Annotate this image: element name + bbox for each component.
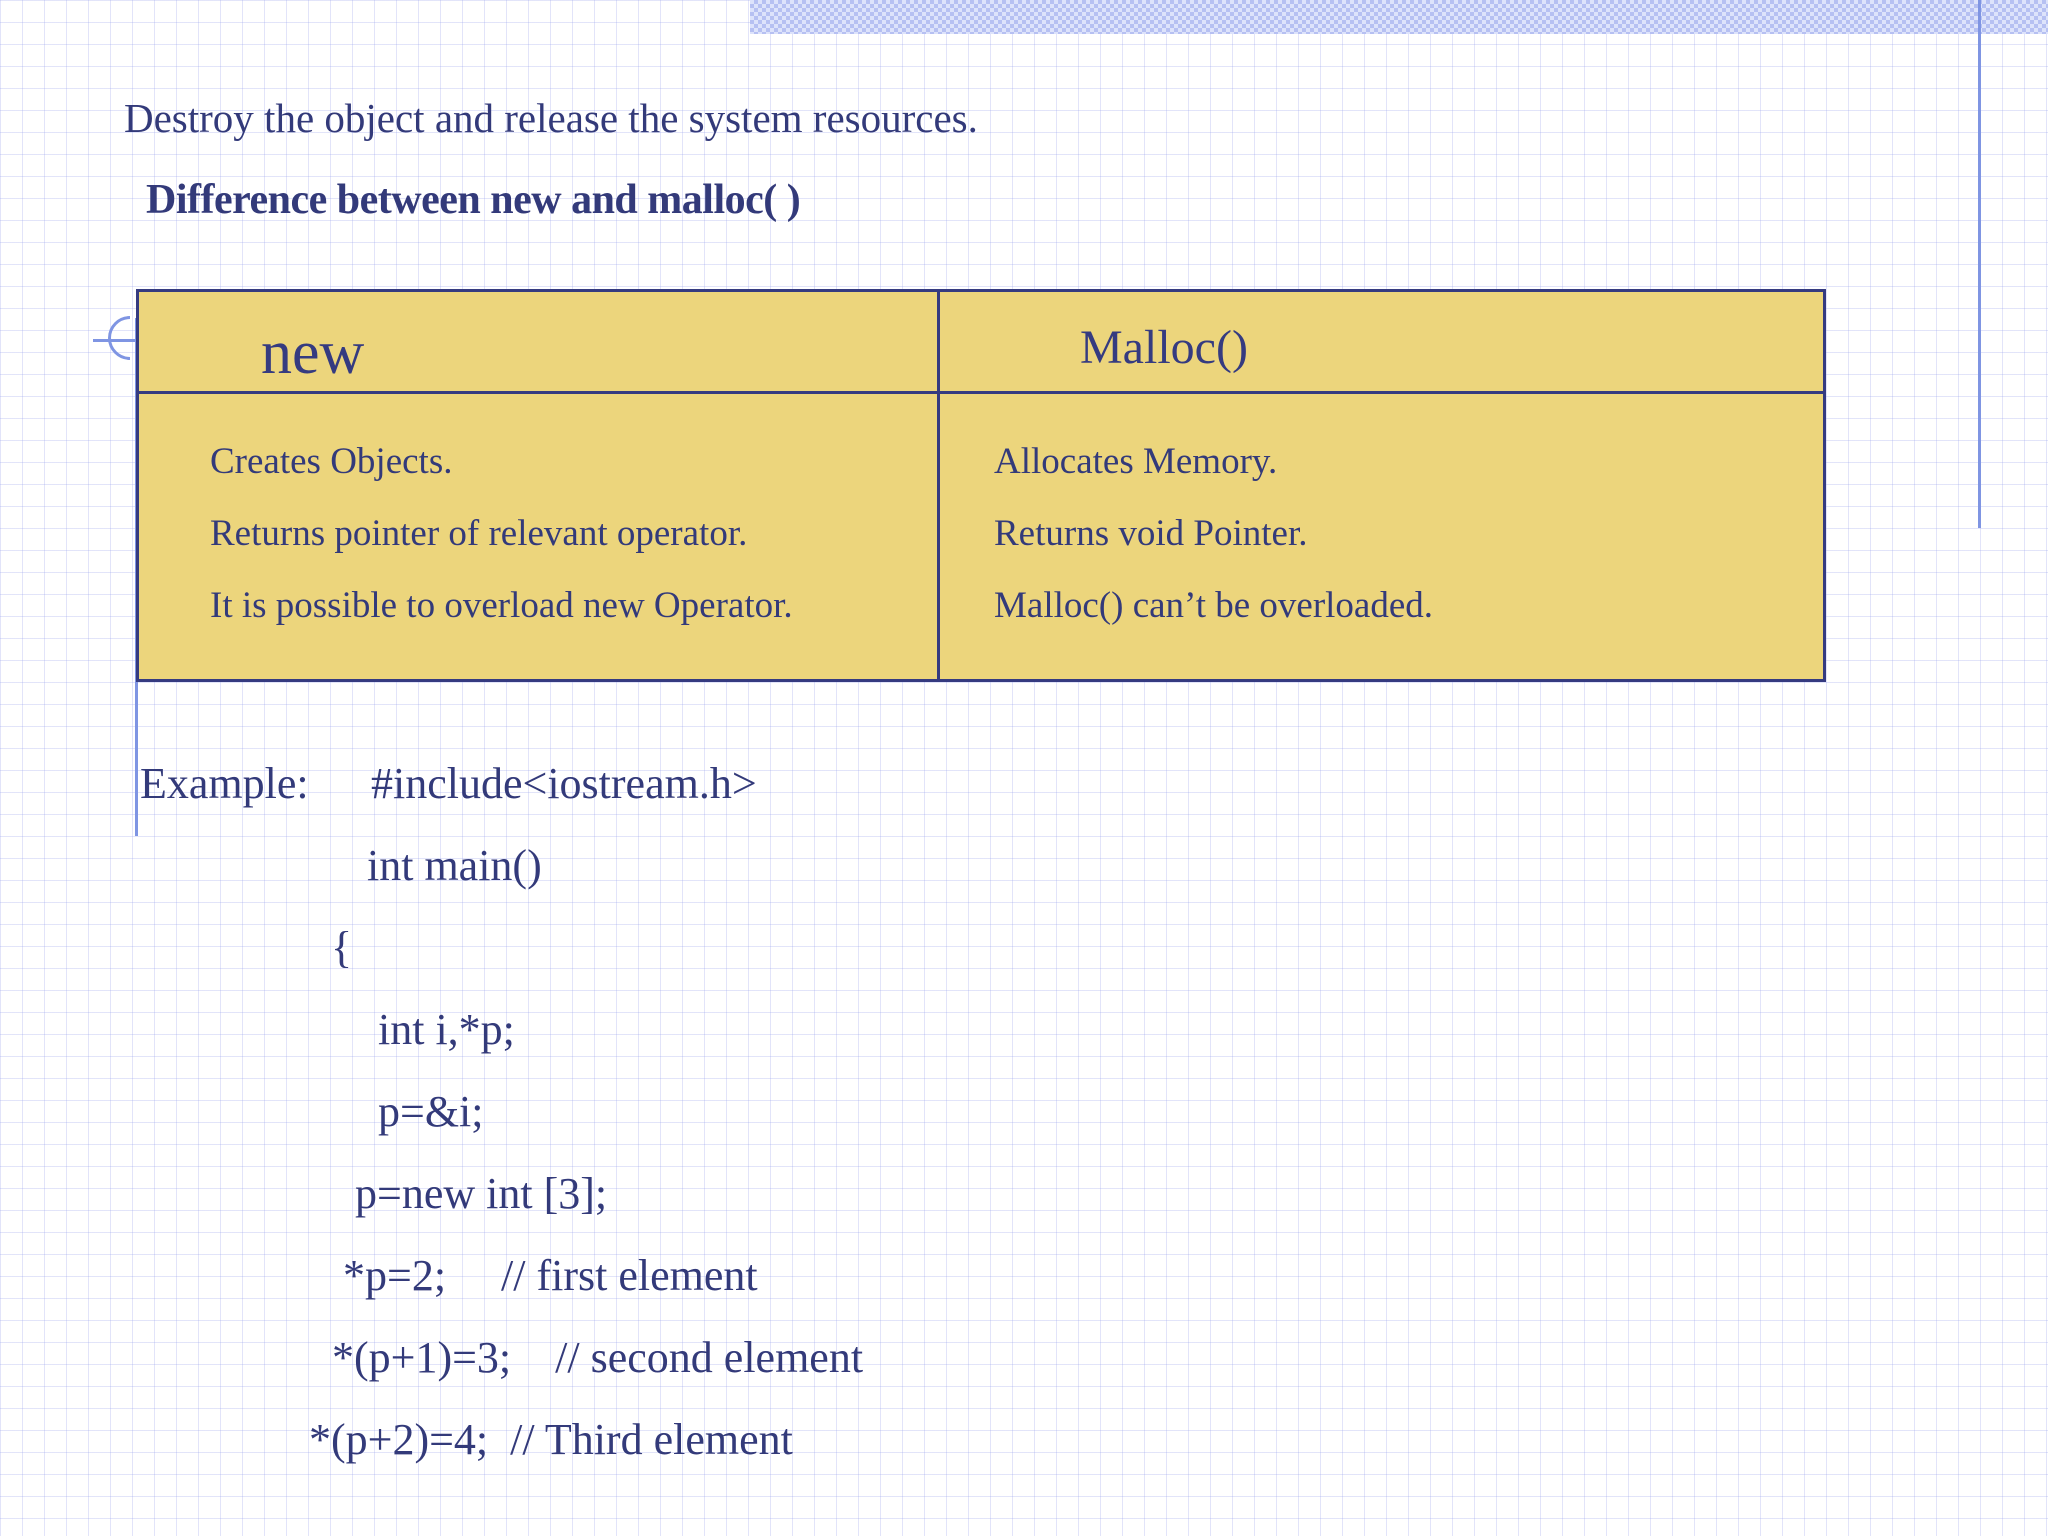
new-points-cell <box>138 393 939 681</box>
header-cell-malloc <box>939 291 1825 393</box>
list-item: Allocates Memory. <box>994 441 1278 482</box>
code-line: #include<iostream.h> <box>371 759 757 808</box>
list-item: Malloc() can’t be overloaded. <box>994 585 1434 626</box>
code-line: *(p+1)=3; // second element <box>332 1333 864 1382</box>
list-item: Returns pointer of relevant operator. <box>210 513 748 554</box>
code-line: *p=2; // first element <box>343 1251 758 1300</box>
list-item: Creates Objects. <box>210 441 453 482</box>
bracket-tick-decoration <box>93 339 139 342</box>
code-line: p=&i; <box>378 1087 484 1136</box>
example-label: Example: <box>140 759 309 808</box>
header-malloc: Malloc() <box>1080 321 1248 374</box>
new-points-list <box>139 394 937 630</box>
header-new: new <box>261 319 365 387</box>
slide-heading: Difference between new and malloc( ) <box>146 177 801 223</box>
list-item: Returns void Pointer. <box>994 513 1308 554</box>
malloc-points-list <box>940 394 1823 630</box>
code-line: p=new int [3]; <box>355 1169 608 1218</box>
top-decorative-band <box>750 0 2048 34</box>
list-item: It is possible to overload new Operator. <box>210 585 793 626</box>
comparison-table <box>136 289 1826 682</box>
code-line: int i,*p; <box>378 1005 515 1054</box>
table-body-row <box>138 393 1825 681</box>
header-cell-new <box>138 291 939 393</box>
table-header-row <box>138 291 1825 393</box>
right-accent-line <box>1978 0 1981 528</box>
code-line: int main() <box>367 841 542 890</box>
malloc-points-cell <box>939 393 1825 681</box>
intro-line: Destroy the object and release the system resources. <box>124 95 978 141</box>
code-line: *(p+2)=4; // Third element <box>309 1415 793 1464</box>
code-line: { <box>331 923 353 972</box>
